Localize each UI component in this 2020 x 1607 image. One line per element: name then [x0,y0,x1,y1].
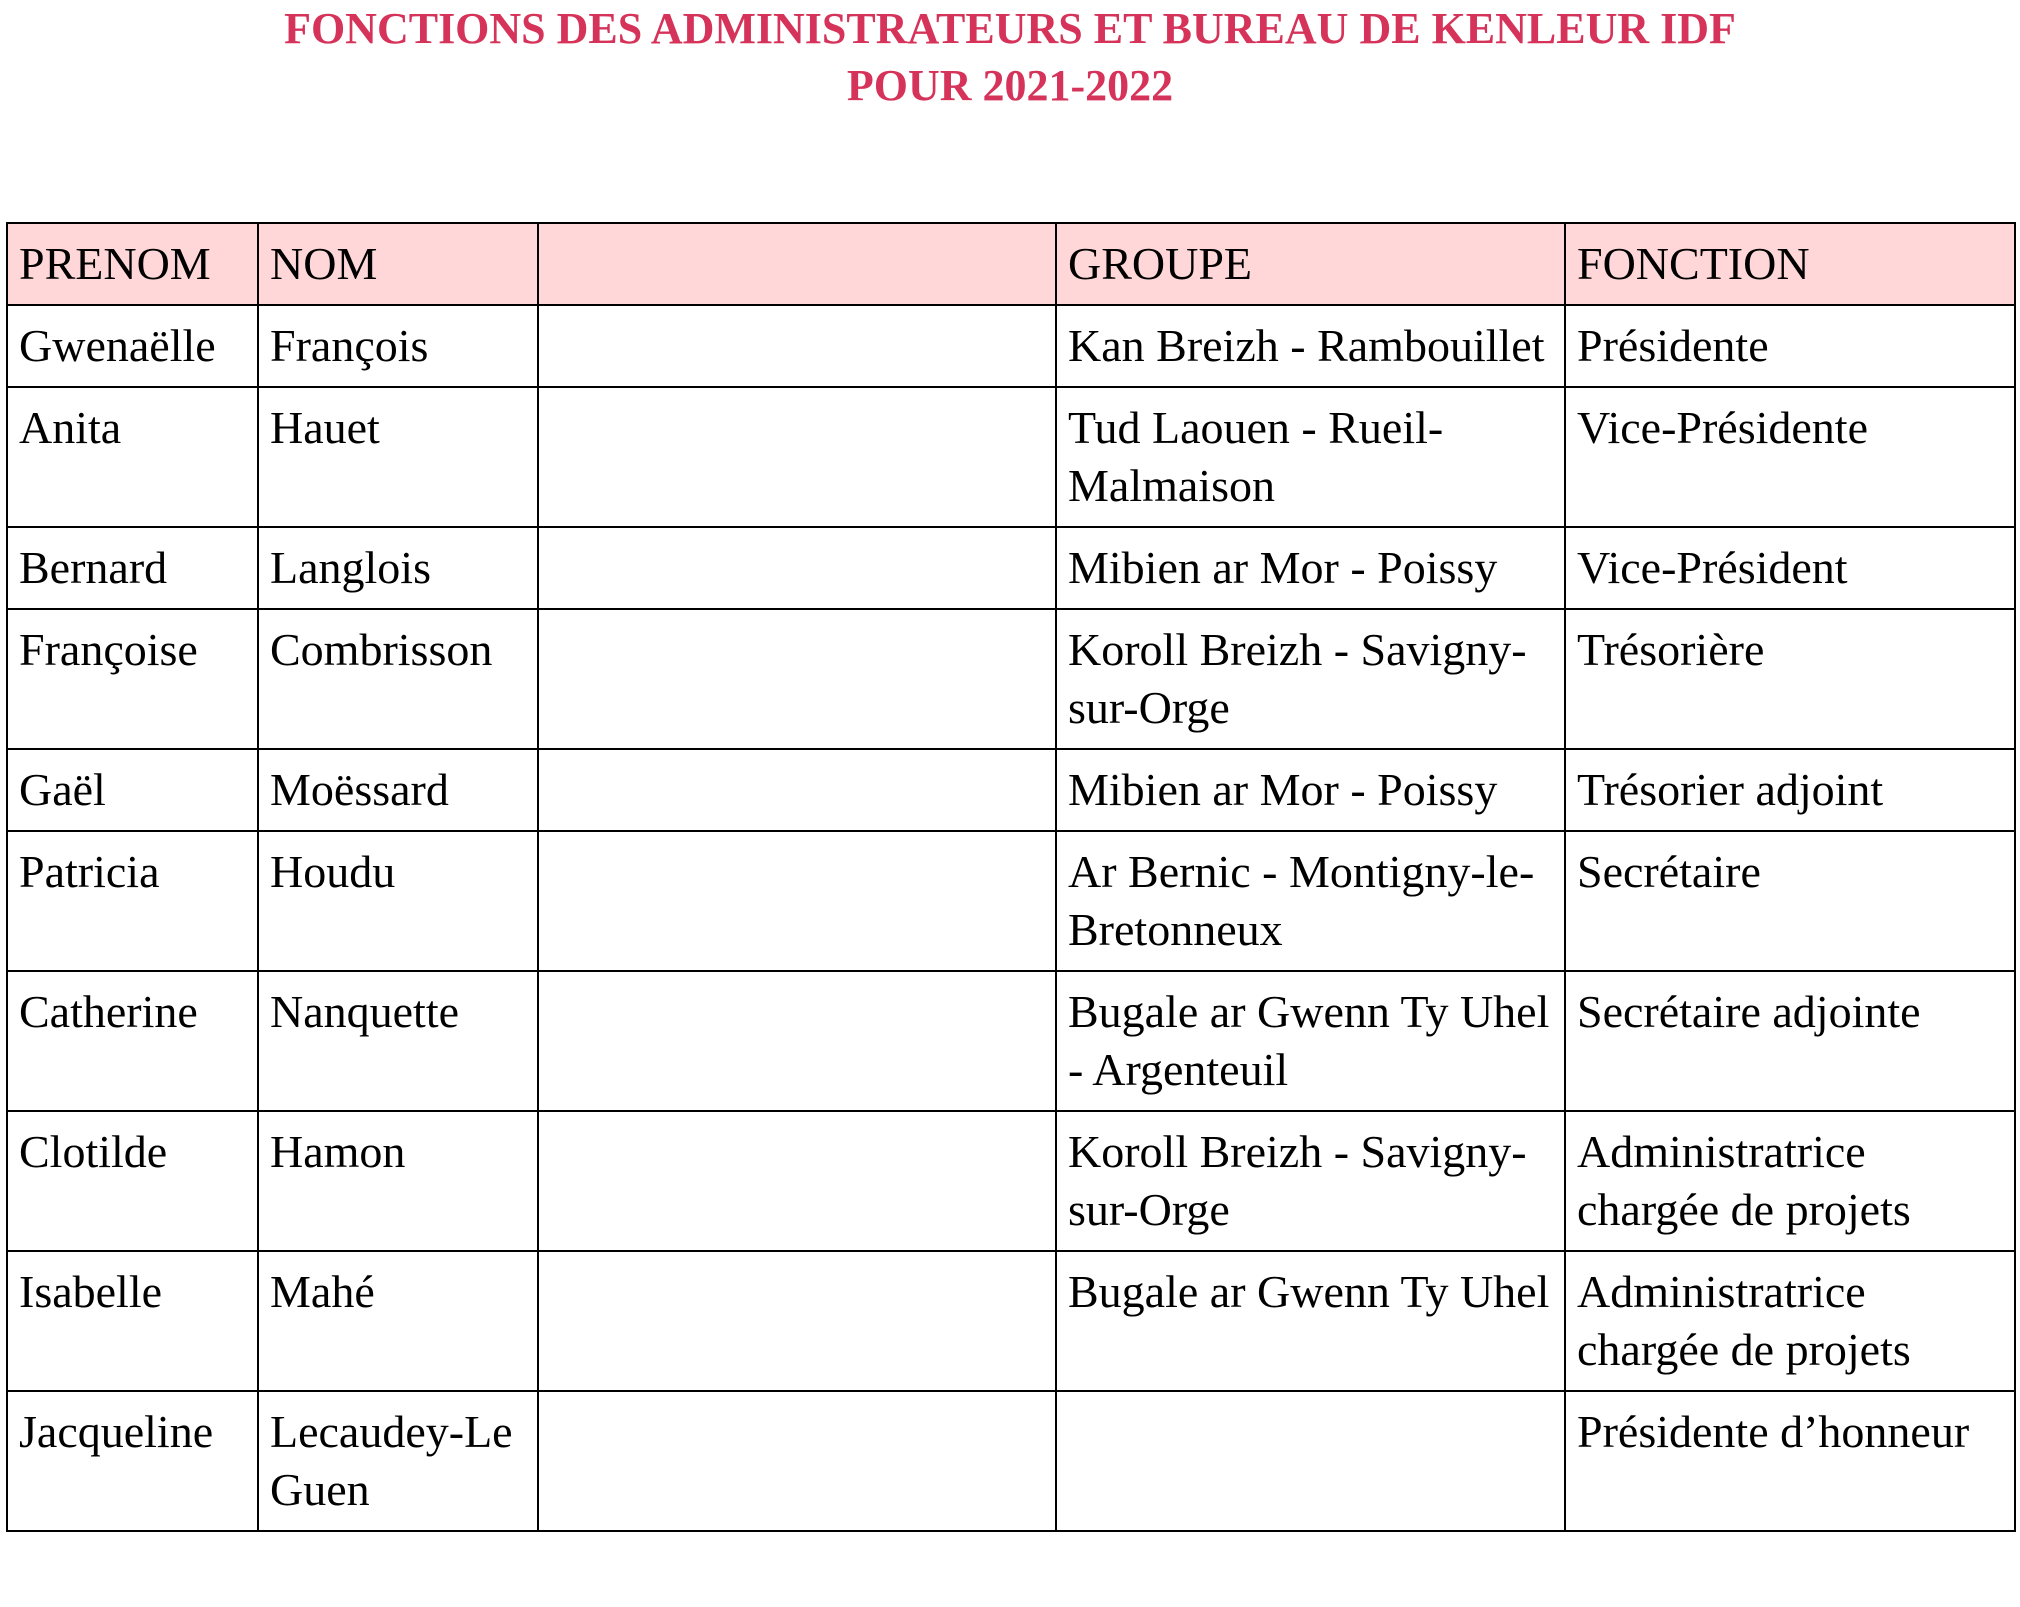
table-header [7,223,2015,305]
table-row [7,305,2015,387]
header-prenom: PRENOM [7,223,258,305]
cell-groupe: Kan Breizh - Rambouillet [1056,305,1565,387]
table-body [7,305,2015,1531]
cell-prenom: Anita [7,387,258,527]
table-row [7,1111,2015,1251]
cell-fonction: Présidente [1565,305,2015,387]
cell-nom: Moëssard [258,749,538,831]
table-row [7,609,2015,749]
cell-prenom: Clotilde [7,1111,258,1251]
cell-fonction: Présidente d’honneur [1565,1391,2015,1531]
cell-prenom: Françoise [7,609,258,749]
cell-fonction: Vice-Président [1565,527,2015,609]
document-title-line-1: FONCTIONS DES ADMINISTRATEURS ET BUREAU DE KENLEUR IDF [284,4,1736,53]
header-groupe: GROUPE [1056,223,1565,305]
cell-fonction: Vice-Présidente [1565,387,2015,527]
cell-fonction: Secrétaire [1565,831,2015,971]
cell-blank [538,1251,1056,1391]
cell-fonction: Trésorier adjoint [1565,749,2015,831]
cell-prenom: Patricia [7,831,258,971]
cell-nom: François [258,305,538,387]
cell-blank [538,387,1056,527]
cell-blank [538,305,1056,387]
cell-groupe: Tud Laouen - Rueil-Malmaison [1056,387,1565,527]
cell-groupe: Mibien ar Mor - Poissy [1056,527,1565,609]
cell-groupe: Koroll Breizh - Savigny-sur-Orge [1056,609,1565,749]
table-row [7,749,2015,831]
cell-blank [538,1391,1056,1531]
cell-prenom: Gwenaëlle [7,305,258,387]
cell-blank [538,527,1056,609]
cell-prenom: Jacqueline [7,1391,258,1531]
table-row [7,387,2015,527]
document-title [0,0,2020,114]
cell-groupe: Ar Bernic - Montigny-le-Bretonneux [1056,831,1565,971]
cell-nom: Lecaudey-Le Guen [258,1391,538,1531]
officers-table [6,222,2016,1532]
cell-prenom: Catherine [7,971,258,1111]
cell-groupe [1056,1391,1565,1531]
cell-blank [538,831,1056,971]
cell-nom: Combrisson [258,609,538,749]
table-row [7,527,2015,609]
cell-groupe: Bugale ar Gwenn Ty Uhel [1056,1251,1565,1391]
header-row [7,223,2015,305]
cell-groupe: Bugale ar Gwenn Ty Uhel - Argenteuil [1056,971,1565,1111]
document-title-line-2: POUR 2021-2022 [846,61,1174,110]
cell-nom: Hauet [258,387,538,527]
cell-nom: Houdu [258,831,538,971]
header-nom: NOM [258,223,538,305]
cell-groupe: Mibien ar Mor - Poissy [1056,749,1565,831]
cell-blank [538,609,1056,749]
header-blank [538,223,1056,305]
table-row [7,971,2015,1111]
table-row [7,831,2015,971]
cell-groupe: Koroll Breizh - Savigny-sur-Orge [1056,1111,1565,1251]
cell-blank [538,749,1056,831]
cell-nom: Langlois [258,527,538,609]
cell-nom: Nanquette [258,971,538,1111]
cell-prenom: Bernard [7,527,258,609]
cell-nom: Hamon [258,1111,538,1251]
cell-nom: Mahé [258,1251,538,1391]
cell-prenom: Gaël [7,749,258,831]
table-row [7,1251,2015,1391]
cell-fonction: Administratrice chargée de projets [1565,1251,2015,1391]
cell-prenom: Isabelle [7,1251,258,1391]
cell-fonction: Trésorière [1565,609,2015,749]
cell-fonction: Administratrice chargée de projets [1565,1111,2015,1251]
table-row [7,1391,2015,1531]
cell-blank [538,1111,1056,1251]
cell-fonction: Secrétaire adjointe [1565,971,2015,1111]
cell-blank [538,971,1056,1111]
header-fonction: FONCTION [1565,223,2015,305]
